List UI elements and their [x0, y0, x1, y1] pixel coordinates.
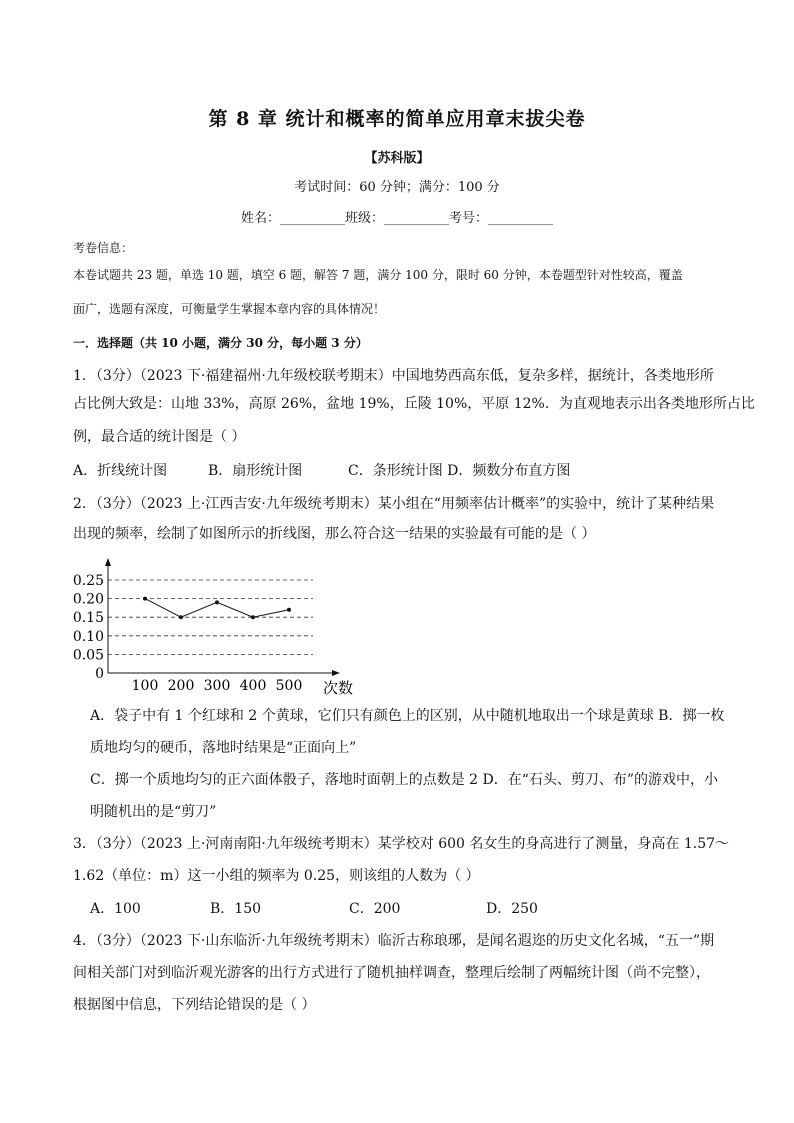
q4-line-3: 根据图中信息，下列结论错误的是（ ） — [73, 997, 316, 1013]
q4-line-2: 间相关部门对到临沂观光游客的出行方式进行了随机抽样调查，整理后绘制了两幅统计图（尚不完整）， — [73, 965, 710, 981]
y-tick-label: 0.20 — [72, 591, 104, 608]
q3-option-d: D．250 — [486, 901, 538, 917]
frequency-line-chart — [58, 550, 358, 700]
q3-option-a: A．100 — [90, 901, 141, 917]
y-tick-label: 0.05 — [72, 647, 104, 664]
edition-label: 【苏科版】 — [364, 151, 430, 166]
x-axis-arrow — [332, 670, 340, 676]
x-tick-label: 400 — [239, 678, 267, 694]
exam-meta: 考试时间：60 分钟；满分：100 分 — [294, 180, 500, 195]
data-point — [179, 615, 183, 619]
data-point — [251, 615, 255, 619]
y-tick-label: 0 — [95, 666, 104, 682]
q2-option-cd-2: 明随机出的是“剪刀” — [90, 804, 217, 820]
q1-line-1: 1．（3分）（2023 下·福建福州·九年级校联考期末）中国地势西高东低，复杂多样，据统计，各类地形所 — [73, 368, 714, 384]
section-heading: 一．选择题（共 10 小题，满分 30 分，每小题 3 分） — [73, 336, 368, 350]
y-axis-arrow — [105, 558, 111, 566]
x-tick-label: 100 — [131, 678, 159, 694]
q2-line-1: 2．（3分）（2023 上·江西吉安·九年级统考期末）某小组在“用频率估计概率”的实验中，统计了某种结果 — [73, 496, 715, 512]
y-tick-label: 0.25 — [72, 573, 104, 589]
q2-option-ab-1: A．袋子中有 1 个红球和 2 个黄球，它们只有颜色上的区别，从中随机地取出一个球是黄球 B．掷一枚 — [90, 708, 725, 724]
x-tick-label: 300 — [203, 678, 231, 694]
info-line-2: 面广，选题有深度，可衡量学生掌握本章内容的具体情况！ — [73, 302, 386, 316]
q3-line-2: 1.62（单位：m）这一小组的频率为 0.25，则该组的人数为（ ） — [73, 868, 480, 884]
candidate-fields: 姓名：__________班级：__________考号：__________ — [240, 211, 553, 226]
q1-option-b: B．扇形统计图 — [208, 463, 303, 479]
q3-line-1: 3．（3分）（2023 上·河南南阳·九年级统考期末）某学校对 600 名女生的身高进行了测量，身高在 1.57～ — [73, 836, 730, 852]
info-line-1: 本卷试题共 23 题，单选 10 题，填空 6 题，解答 7 题，满分 100 分，限时 60 分钟，本卷题型针对性较高，覆盖 — [73, 268, 683, 282]
q2-option-ab-2: 质地均匀的硬币，落地时结果是“正面向上” — [90, 740, 357, 756]
q4-line-1: 4．（3分）（2023 下·山东临沂·九年级统考期末）临沂古称琅琊，是闻名遐迩的历史文化名城，“五一”期 — [73, 933, 715, 949]
y-tick-label: 0.10 — [72, 628, 104, 645]
x-tick-label: 200 — [167, 678, 195, 694]
q3-option-c: C．200 — [349, 901, 401, 917]
q3-option-b: B．150 — [210, 901, 262, 917]
q1-option-cd: C．条形统计图 D．频数分布直方图 — [348, 463, 571, 479]
q1-line-2: 占比例大致是：山地 33%，高原 26%，盆地 19%，丘陵 10%，平原 12%．为直观地表示出各类地形所占比 — [73, 396, 755, 412]
y-tick-label: 0.15 — [72, 610, 104, 627]
x-axis-label: 次数 — [323, 679, 354, 697]
data-point — [143, 597, 147, 601]
q1-line-3: 例，最合适的统计图是（ ） — [73, 429, 246, 445]
q1-option-a: A．折线统计图 — [73, 463, 168, 479]
x-tick-label: 500 — [275, 678, 303, 694]
q2-line-2: 出现的频率，绘制了如图所示的折线图，那么符合这一结果的实验最有可能的是（ ） — [73, 526, 596, 542]
page-title: 第 8 章 统计和概率的简单应用章末拔尖卷 — [208, 108, 586, 130]
q2-option-cd-1: C．掷一个质地均匀的正六面体骰子，落地时面朝上的点数是 2 D．在“石头、剪刀、布”的游戏中，小 — [90, 772, 719, 788]
info-heading: 考卷信息： — [73, 241, 134, 255]
data-point — [215, 600, 219, 604]
data-point — [287, 608, 291, 612]
